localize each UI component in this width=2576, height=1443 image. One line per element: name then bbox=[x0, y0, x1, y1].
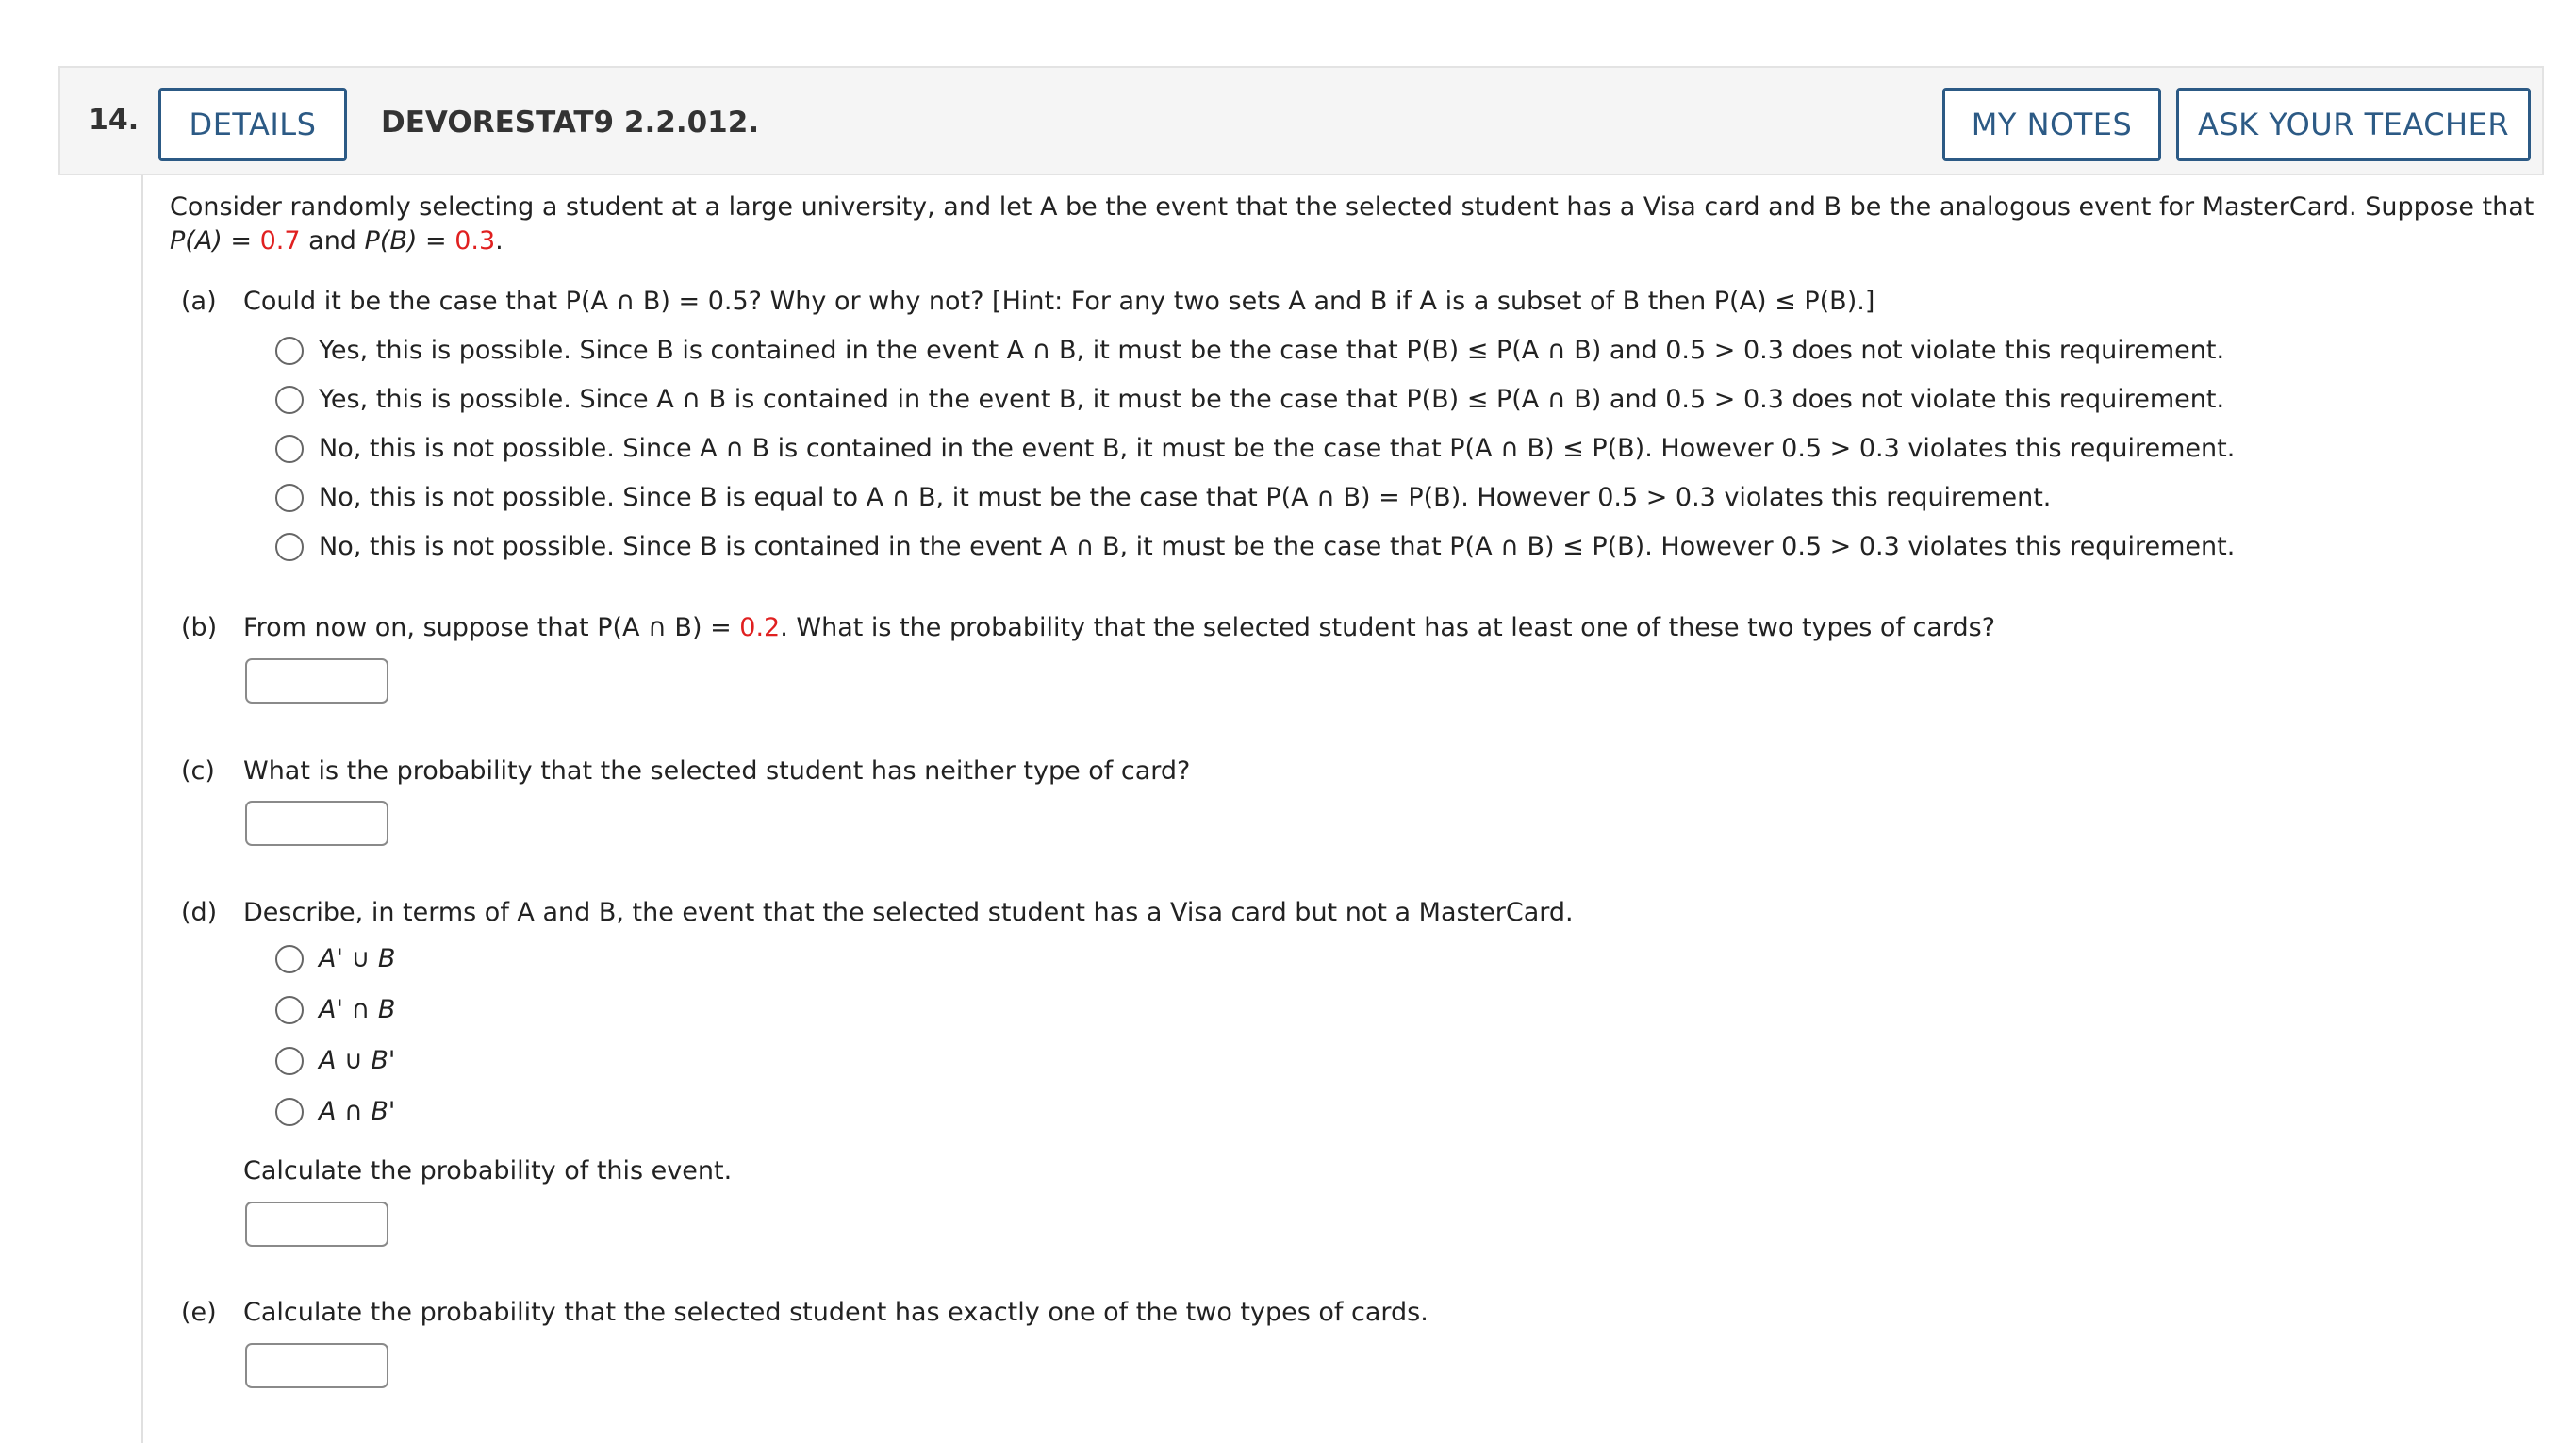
radio-button[interactable] bbox=[275, 337, 304, 365]
option-text: A' ∪ B bbox=[319, 944, 396, 973]
part-d-option[interactable] bbox=[275, 993, 395, 1027]
my-notes-button[interactable]: MY NOTES bbox=[1942, 88, 2161, 161]
radio-button[interactable] bbox=[275, 1047, 304, 1075]
part-d-calc-prompt: Calculate the probability of this event. bbox=[243, 1156, 733, 1186]
problem-id: DEVORESTAT9 2.2.012. bbox=[381, 106, 760, 140]
part-d-option[interactable] bbox=[275, 1095, 395, 1129]
question-number: 14. bbox=[89, 104, 140, 137]
radio-button[interactable] bbox=[275, 386, 304, 414]
part-b-given-value: 0.2 bbox=[739, 613, 781, 642]
part-a-option[interactable] bbox=[275, 383, 2224, 417]
radio-button[interactable] bbox=[275, 435, 304, 463]
details-button[interactable]: DETAILS bbox=[158, 88, 347, 161]
part-a-option[interactable] bbox=[275, 432, 2235, 466]
radio-button[interactable] bbox=[275, 1098, 304, 1126]
part-a-option[interactable] bbox=[275, 530, 2235, 564]
ask-your-teacher-button[interactable]: ASK YOUR TEACHER bbox=[2176, 88, 2531, 161]
question-header bbox=[58, 66, 2544, 175]
part-c-answer-input[interactable] bbox=[245, 801, 388, 846]
part-d-label: (d) bbox=[181, 898, 218, 927]
option-text: Yes, this is possible. Since A ∩ B is contained in the event B, it must be the case that P(B) ≤ P(A ∩ B) and 0.5 > 0.3 does not violate this requirement. bbox=[319, 385, 2225, 414]
part-b-prompt-start: From now on, suppose that P(A ∩ B) = bbox=[243, 613, 740, 642]
pa-label: P(A) = bbox=[170, 226, 260, 256]
option-text: No, this is not possible. Since B is contained in the event A ∩ B, it must be the case that P(A ∩ B) ≤ P(B). However 0.5 > 0.3 violates this requirement. bbox=[319, 532, 2236, 561]
radio-button[interactable] bbox=[275, 533, 304, 561]
part-b-prompt bbox=[243, 611, 1995, 645]
radio-button[interactable] bbox=[275, 996, 304, 1024]
part-a-prompt: Could it be the case that P(A ∩ B) = 0.5? Why or why not? [Hint: For any two sets A and B if A is a subset of B then P(A) ≤ P(B).] bbox=[243, 287, 1875, 316]
option-text: A ∪ B' bbox=[319, 1046, 396, 1075]
question-card bbox=[58, 66, 2546, 1443]
part-d-option[interactable] bbox=[275, 1044, 395, 1078]
given-probabilities bbox=[170, 224, 2546, 258]
part-a-label: (a) bbox=[181, 287, 217, 316]
period: . bbox=[495, 226, 504, 256]
part-b-prompt-end: . What is the probability that the selected student has at least one of these two types of cards? bbox=[780, 613, 1996, 642]
pb-label: P(B) = bbox=[364, 226, 455, 256]
part-c-label: (c) bbox=[181, 756, 215, 786]
pb-value: 0.3 bbox=[454, 226, 496, 256]
option-text: A ∩ B' bbox=[319, 1097, 396, 1126]
part-e-label: (e) bbox=[181, 1298, 217, 1327]
part-b-answer-input[interactable] bbox=[245, 658, 388, 704]
option-text: No, this is not possible. Since B is equal to A ∩ B, it must be the case that P(A ∩ B) = P(B). However 0.5 > 0.3 violates this requirement. bbox=[319, 483, 2052, 512]
part-d-prompt: Describe, in terms of A and B, the event that the selected student has a Visa card but not a MasterCard. bbox=[243, 898, 1574, 927]
part-c-prompt: What is the probability that the selected student has neither type of card? bbox=[243, 756, 1191, 786]
part-a-option[interactable] bbox=[275, 481, 2051, 515]
option-text: A' ∩ B bbox=[319, 995, 396, 1024]
option-text: No, this is not possible. Since A ∩ B is contained in the event B, it must be the case that P(A ∩ B) ≤ P(B). However 0.5 > 0.3 violates this requirement. bbox=[319, 434, 2236, 463]
part-e-prompt: Calculate the probability that the selected student has exactly one of the two types of cards. bbox=[243, 1298, 1428, 1327]
part-d-answer-input[interactable] bbox=[245, 1202, 388, 1247]
problem-statement-line: Consider randomly selecting a student at a large university, and let A be the event that the selected student has a Visa card and B be the analogous event for MasterCard. Suppose that bbox=[170, 192, 2535, 222]
part-e-answer-input[interactable] bbox=[245, 1343, 388, 1388]
pa-value: 0.7 bbox=[259, 226, 301, 256]
content-divider bbox=[141, 175, 143, 1443]
part-a-option[interactable] bbox=[275, 334, 2224, 368]
part-b-label: (b) bbox=[181, 613, 218, 642]
radio-button[interactable] bbox=[275, 945, 304, 973]
and-text: and bbox=[300, 226, 365, 256]
part-d-option[interactable] bbox=[275, 942, 395, 976]
problem-statement bbox=[170, 191, 2546, 258]
option-text: Yes, this is possible. Since B is contained in the event A ∩ B, it must be the case that P(B) ≤ P(A ∩ B) and 0.5 > 0.3 does not violate this requirement. bbox=[319, 336, 2225, 365]
radio-button[interactable] bbox=[275, 484, 304, 512]
